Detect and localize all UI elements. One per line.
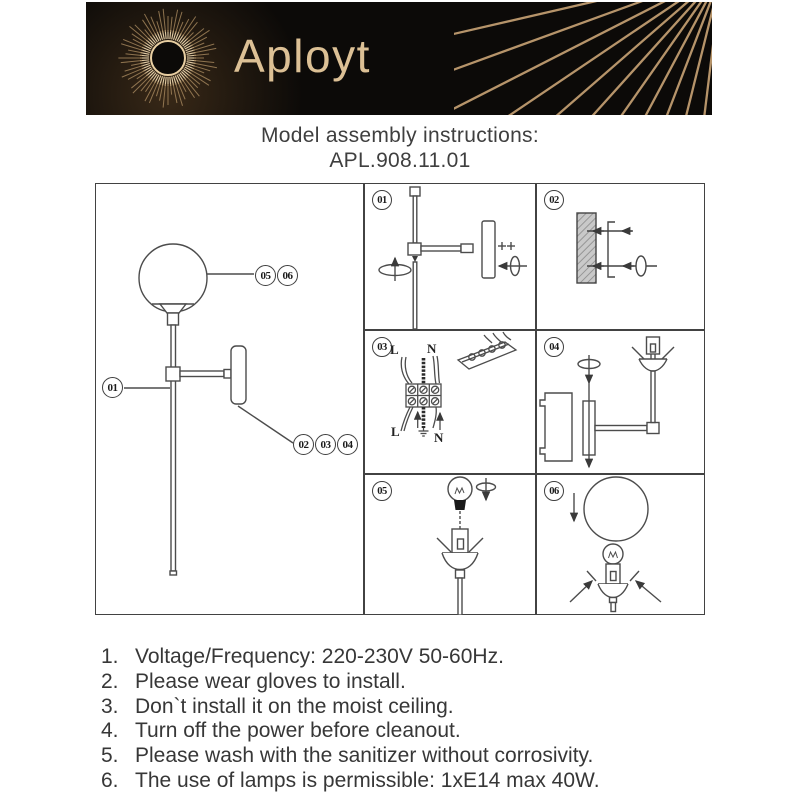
list-item: [101, 695, 741, 720]
item-text: Don`t install it on the moist ceiling.: [135, 694, 454, 718]
wire-label-neutral-out: N: [434, 430, 444, 445]
item-text: Voltage/Frequency: 220-230V 50-60Hz.: [135, 645, 504, 668]
item-number: 6.: [101, 768, 119, 792]
brand-wordmark: Aployt: [234, 30, 371, 82]
callout-globe-b: 06: [277, 265, 298, 286]
item-number: 2.: [101, 669, 119, 693]
step-badge-05: 05: [372, 481, 392, 501]
step-badge-03: 03: [372, 337, 392, 357]
item-text: Please wash with the sanitizer without corrosivity.: [135, 744, 594, 768]
brand-banner: [86, 2, 712, 115]
list-item: [101, 645, 741, 670]
starburst-logo-icon: [112, 2, 224, 114]
corner-rays-decoration: [454, 2, 712, 115]
item-text: The use of lamps is permissible: 1xE14 max 40W.: [135, 768, 600, 792]
item-number: 1.: [101, 645, 119, 668]
list-item: [101, 719, 741, 744]
page-title: Model assembly instructions:: [260, 124, 539, 147]
wire-label-live-out: L: [391, 424, 400, 439]
wire-label-neutral-in: N: [427, 341, 437, 356]
step-badge-02: 02: [544, 190, 564, 210]
overview-lamp-drawing: [96, 184, 363, 615]
item-number: 3.: [101, 694, 119, 718]
callout-plate-b: 03: [315, 434, 336, 455]
step-badge-04: 04: [544, 337, 564, 357]
list-item: [101, 670, 741, 695]
instruction-list: [101, 645, 741, 794]
item-number: 4.: [101, 719, 119, 743]
list-item: [101, 769, 741, 794]
step-badge-06: 06: [544, 481, 564, 501]
callout-plate-a: 02: [293, 434, 314, 455]
item-text: Please wear gloves to install.: [135, 669, 406, 693]
step-badge-01: 01: [372, 190, 392, 210]
assembly-diagram: [95, 183, 705, 615]
callout-plate-c: 04: [337, 434, 358, 455]
item-number: 5.: [101, 744, 119, 768]
wire-label-live-in: L: [390, 342, 399, 357]
model-number: APL.908.11.01: [329, 149, 471, 172]
list-item: [101, 744, 741, 769]
item-text: Turn off the power before cleanout.: [135, 719, 461, 743]
callout-rod: 01: [102, 377, 123, 398]
callout-globe-a: 05: [255, 265, 276, 286]
